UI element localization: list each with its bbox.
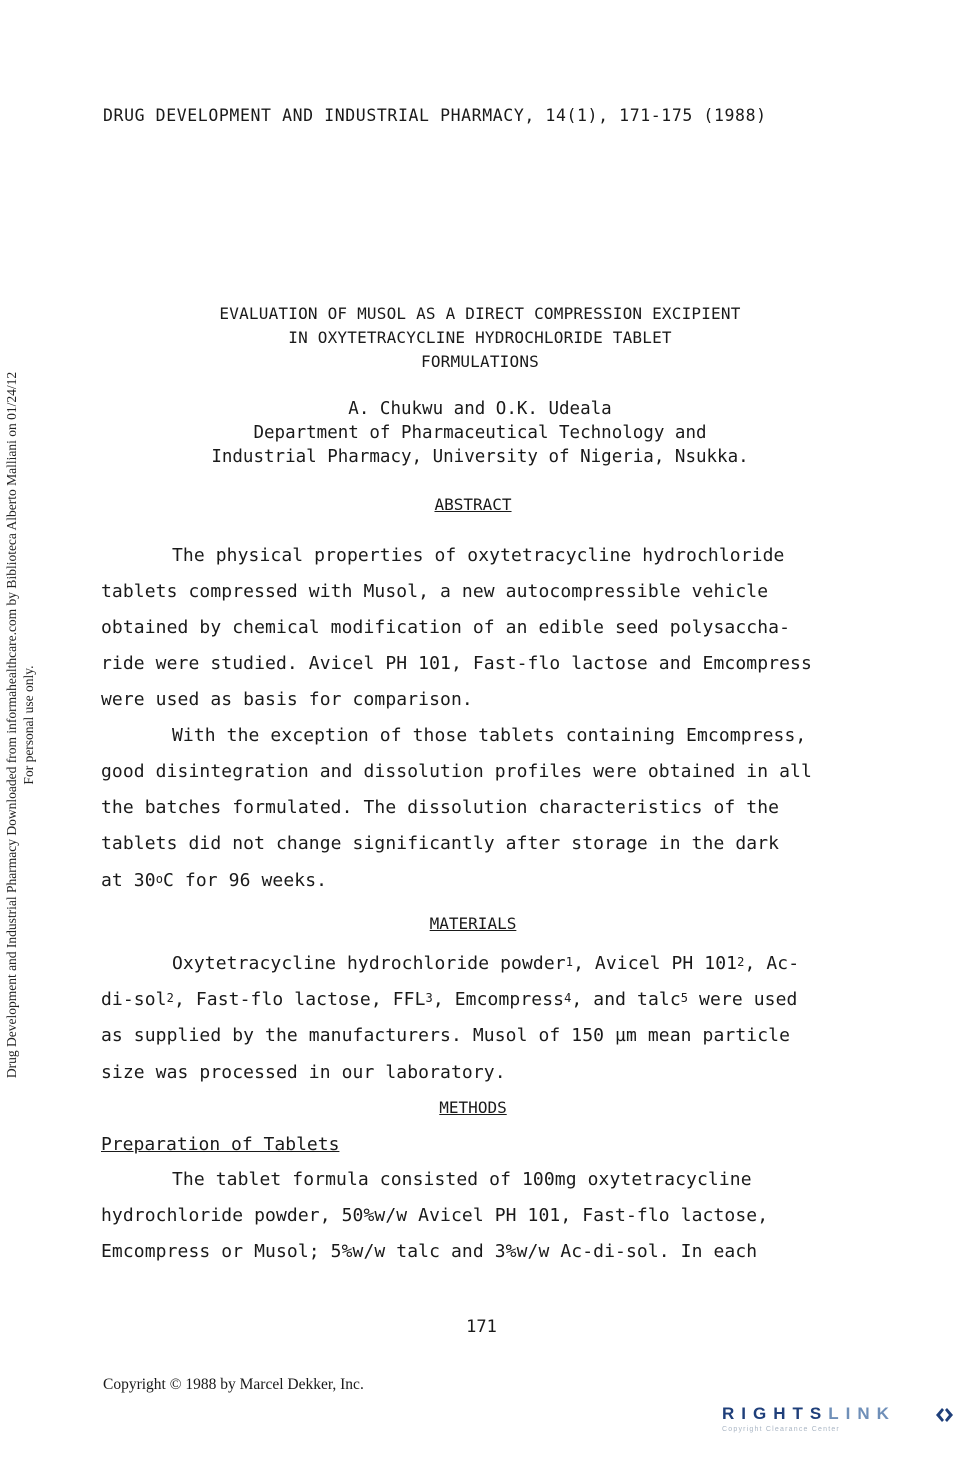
abstract-line: The physical properties of oxytetracycline hydrochloride (172, 545, 785, 566)
download-notice-line1: Drug Development and Industrial Pharmacy Downloaded from informahealthcare.com by Biblioteca Alberto Malliani on 01/24/12 (4, 371, 19, 1079)
materials-line: as supplied by the manufacturers. Musol of 150 µm mean particle (101, 1025, 791, 1046)
download-notice-line2: For personal use only. (21, 665, 36, 785)
materials-text: , Fast-flo lactose, FFL (173, 989, 426, 1010)
copyright-notice: Copyright © 1988 by Marcel Dekker, Inc. (103, 1376, 364, 1393)
article-title-line3: FORMULATIONS (421, 352, 539, 371)
abstract-line: obtained by chemical modification of an edible seed polysaccha- (101, 617, 791, 638)
rightslink-logo[interactable] (722, 1404, 957, 1440)
materials-text: were used (688, 989, 798, 1010)
degree-superscript: o (155, 872, 164, 886)
materials-heading: MATERIALS (429, 914, 517, 933)
abstract-line: ride were studied. Avicel PH 101, Fast-flo lactose and Emcompress (101, 653, 812, 674)
author-affiliation-line2: Industrial Pharmacy, University of Nigeria, Nsukka. (211, 447, 749, 467)
abstract-line: good disintegration and dissolution profiles were obtained in all (101, 761, 812, 782)
author-affiliation-line1: Department of Pharmaceutical Technology and (253, 423, 707, 443)
running-header: DRUG DEVELOPMENT AND INDUSTRIAL PHARMACY, 14(1), 171-175 (1988) (103, 106, 767, 125)
rightslink-tagline: Copyright Clearance Center (722, 1426, 840, 1433)
author-names: A. Chukwu and O.K. Udeala (348, 399, 612, 419)
page-number: 171 (466, 1317, 497, 1337)
materials-text: Oxytetracycline hydrochloride powder (172, 953, 566, 974)
rightslink-wordmark (722, 1404, 896, 1424)
footnote-ref: 5 (680, 991, 689, 1005)
rightslink-word-link: LINK (828, 1404, 896, 1423)
article-title-line2: IN OXYTETRACYCLINE HYDROCHLORIDE TABLET (288, 328, 672, 347)
footnote-ref: 3 (425, 991, 433, 1005)
materials-text: , and talc (571, 989, 681, 1010)
abstract-line (101, 870, 327, 891)
materials-line: size was processed in our laboratory. (101, 1062, 506, 1083)
abstract-line: tablets did not change significantly after storage in the dark (101, 833, 780, 854)
preparation-subheading: Preparation of Tablets (101, 1134, 340, 1155)
article-title-line1: EVALUATION OF MUSOL AS A DIRECT COMPRESSION EXCIPIENT (219, 304, 741, 323)
abstract-line: tablets compressed with Musol, a new autocompressible vehicle (101, 581, 769, 602)
abstract-line-text: C for 96 weeks. (163, 870, 328, 891)
footnote-ref: 1 (565, 955, 574, 969)
abstract-line: With the exception of those tablets containing Emcompress, (172, 725, 807, 746)
footnote-ref: 2 (737, 955, 745, 969)
materials-line (172, 953, 799, 974)
abstract-heading: ABSTRACT (434, 495, 512, 514)
methods-line: Emcompress or Musol; 5%w/w talc and 3%w/w Ac-di-sol. In each (101, 1241, 758, 1262)
rightslink-arrows-icon (934, 1406, 956, 1424)
rightslink-word-rights: RIGHTS (722, 1404, 829, 1423)
materials-text: , Avicel PH 101 (573, 953, 738, 974)
footnote-ref: 2 (166, 991, 174, 1005)
methods-line: The tablet formula consisted of 100mg oxytetracycline (172, 1169, 752, 1190)
methods-heading: METHODS (439, 1098, 507, 1117)
abstract-line: the batches formulated. The dissolution characteristics of the (101, 797, 780, 818)
materials-text: , Ac- (744, 953, 800, 974)
abstract-line: were used as basis for comparison. (101, 689, 473, 710)
methods-line: hydrochloride powder, 50%w/w Avicel PH 101, Fast-flo lactose, (101, 1205, 769, 1226)
footnote-ref: 4 (564, 991, 572, 1005)
materials-text: , Emcompress (432, 989, 565, 1010)
abstract-line-text: at 30 (101, 870, 156, 891)
materials-line (101, 989, 798, 1010)
materials-text: di-sol (101, 989, 167, 1010)
